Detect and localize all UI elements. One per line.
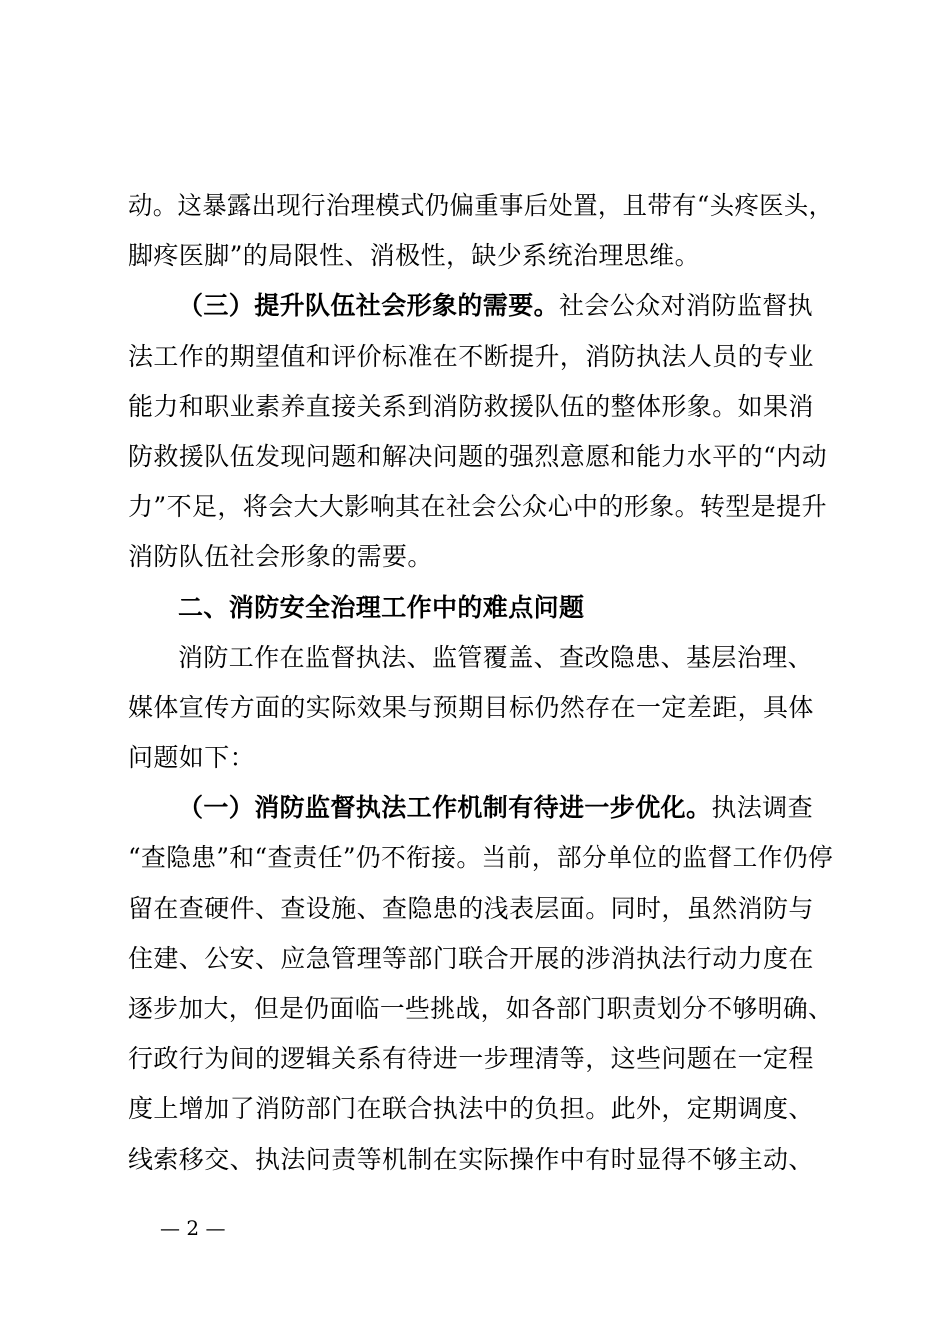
text-segment: 留在查硬件、查设施、查隐患的浅表层面。同时，虽然消防与 (128, 893, 814, 923)
text-line (128, 181, 834, 231)
text-segment: 线索移交、执法问责等机制在实际操作中有时显得不够主动、 (128, 1144, 814, 1174)
text-segment: “查隐患”和“查责任”仍不衔接。当前，部分单位的监督工作仍停 (128, 843, 834, 873)
text-segment: 住建、公安、应急管理等部门联合开展的涉消执法行动力度在 (128, 943, 814, 973)
text-line (128, 482, 833, 532)
text-line (128, 1034, 833, 1084)
text-line (128, 281, 833, 331)
text-line (128, 432, 833, 482)
text-segment: 度上增加了消防部门在联合执法中的负担。此外，定期调度、 (128, 1094, 814, 1124)
text-segment: 脚疼医脚”的局限性、消极性，缺少系统治理思维。 (128, 241, 700, 271)
text-line (128, 783, 833, 833)
bold-text-segment: （一）消防监督执法工作机制有待进一步优化。 (178, 793, 712, 823)
text-line (128, 733, 833, 783)
text-segment: 社会公众对消防监督执 (559, 291, 814, 321)
page-number: — 2 — (160, 1216, 226, 1240)
text-line (128, 833, 834, 883)
text-segment: 能力和职业素养直接关系到消防救援队伍的整体形象。如果消 (128, 391, 814, 421)
text-line (128, 532, 833, 582)
text-line (128, 583, 833, 633)
text-line (128, 231, 833, 281)
text-line (128, 1084, 833, 1134)
bold-text-segment: 二、消防安全治理工作中的难点问题 (178, 592, 585, 622)
text-segment: 逐步加大，但是仍面临一些挑战，如各部门职责划分不够明确、 (128, 994, 834, 1023)
text-segment: 消防工作在监督执法、监管覆盖、查改隐患、基层治理、 (178, 642, 814, 672)
bold-text-segment: （三）提升队伍社会形象的需要。 (178, 291, 560, 321)
text-segment: 动。这暴露出现行治理模式仍偏重事后处置，且带有“头疼医头， (128, 191, 834, 220)
body-text (128, 181, 833, 1185)
text-line (128, 984, 834, 1034)
text-segment: 问题如下： (128, 743, 256, 773)
text-segment: 法工作的期望值和评价标准在不断提升，消防执法人员的专业 (128, 341, 814, 371)
text-line (128, 683, 833, 733)
text-segment: 执法调查 (711, 793, 814, 823)
text-segment: 力”不足，将会大大影响其在社会公众心中的形象。转型是提升 (128, 492, 827, 522)
text-line (128, 332, 833, 382)
text-line (128, 884, 833, 934)
text-segment: 防救援队伍发现问题和解决问题的强烈意愿和能力水平的“内动 (128, 441, 827, 471)
text-line (128, 1135, 833, 1185)
text-segment: 消防队伍社会形象的需要。 (128, 542, 433, 572)
text-line (128, 934, 833, 984)
text-line (128, 382, 833, 432)
text-line (128, 633, 833, 683)
text-segment: 媒体宣传方面的实际效果与预期目标仍然存在一定差距，具体 (128, 692, 814, 722)
text-segment: 行政行为间的逻辑关系有待进一步理清等，这些问题在一定程 (128, 1044, 814, 1074)
